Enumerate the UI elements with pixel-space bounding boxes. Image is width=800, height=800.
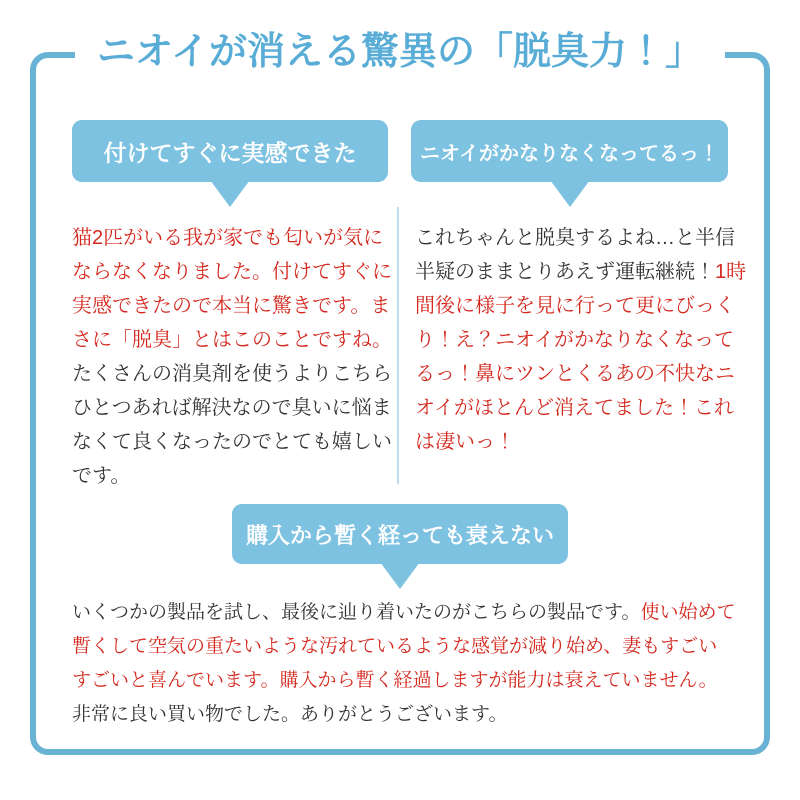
speech-bubble-right-label: ニオイがかなりなくなってるっ！ <box>420 142 719 165</box>
speech-bubble-left-label: 付けてすぐに実感できた <box>103 139 357 166</box>
text-line: オイがほとんど消えてました！これ <box>415 397 734 419</box>
text-line: これちゃんと脱臭するよね…と半信 <box>415 227 735 249</box>
text-line: り！え？ニオイがかなりなくなって <box>415 329 734 351</box>
speech-bubble-bottom-label: 購入から暫く経っても衰えない <box>245 522 554 548</box>
text-line: なくて良くなったのでとても嬉しい <box>72 431 392 453</box>
speech-bubble-bottom <box>232 504 568 564</box>
text-line: 半疑のままとりあえず運転継続！1時 <box>415 261 747 283</box>
text-line: すごいと喜んでいます。購入から暫く経過しますが能力は衰えていません。 <box>72 670 718 691</box>
text-line: は凄いっ！ <box>415 431 515 453</box>
text-line: ひとつあれば解決なので臭いに悩ま <box>72 397 392 419</box>
speech-bubble-tail-icon <box>210 180 250 207</box>
speech-bubble-left <box>72 120 388 182</box>
speech-bubble-right <box>411 120 728 182</box>
text-line: 間後に様子を見に行って更にびっく <box>415 295 735 317</box>
column-divider <box>397 207 399 484</box>
text-line: 猫2匹がいる我が家でも匂いが気に <box>72 227 384 249</box>
text-line: さに「脱臭」とはこのことですね。 <box>72 329 392 351</box>
text-line: るっ！鼻にツンとくるあの不快なニ <box>415 363 735 385</box>
text-line: 実感できたので本当に驚きです。ま <box>72 295 391 317</box>
speech-bubble-tail-icon <box>550 180 590 207</box>
text-line: 非常に良い買い物でした。ありがとうございます。 <box>72 704 508 725</box>
review-text-right <box>415 221 747 459</box>
text-line: 暫くして空気の重たいような汚れているような感覚が減り始め、妻もすごい <box>72 636 718 657</box>
speech-bubble-tail-icon <box>380 562 420 589</box>
page-title: ニオイが消える驚異の「脱臭力！」 <box>75 28 725 76</box>
text-line: たくさんの消臭剤を使うよりこちら <box>72 363 392 385</box>
review-text-bottom <box>72 596 734 732</box>
text-line: ならなくなりました。付けてすぐに <box>72 261 392 283</box>
text-line: です。 <box>72 465 131 487</box>
review-text-left <box>72 221 394 493</box>
text-line: いくつかの製品を試し、最後に辿り着いたのがこちらの製品です。使い始めて <box>72 602 736 623</box>
